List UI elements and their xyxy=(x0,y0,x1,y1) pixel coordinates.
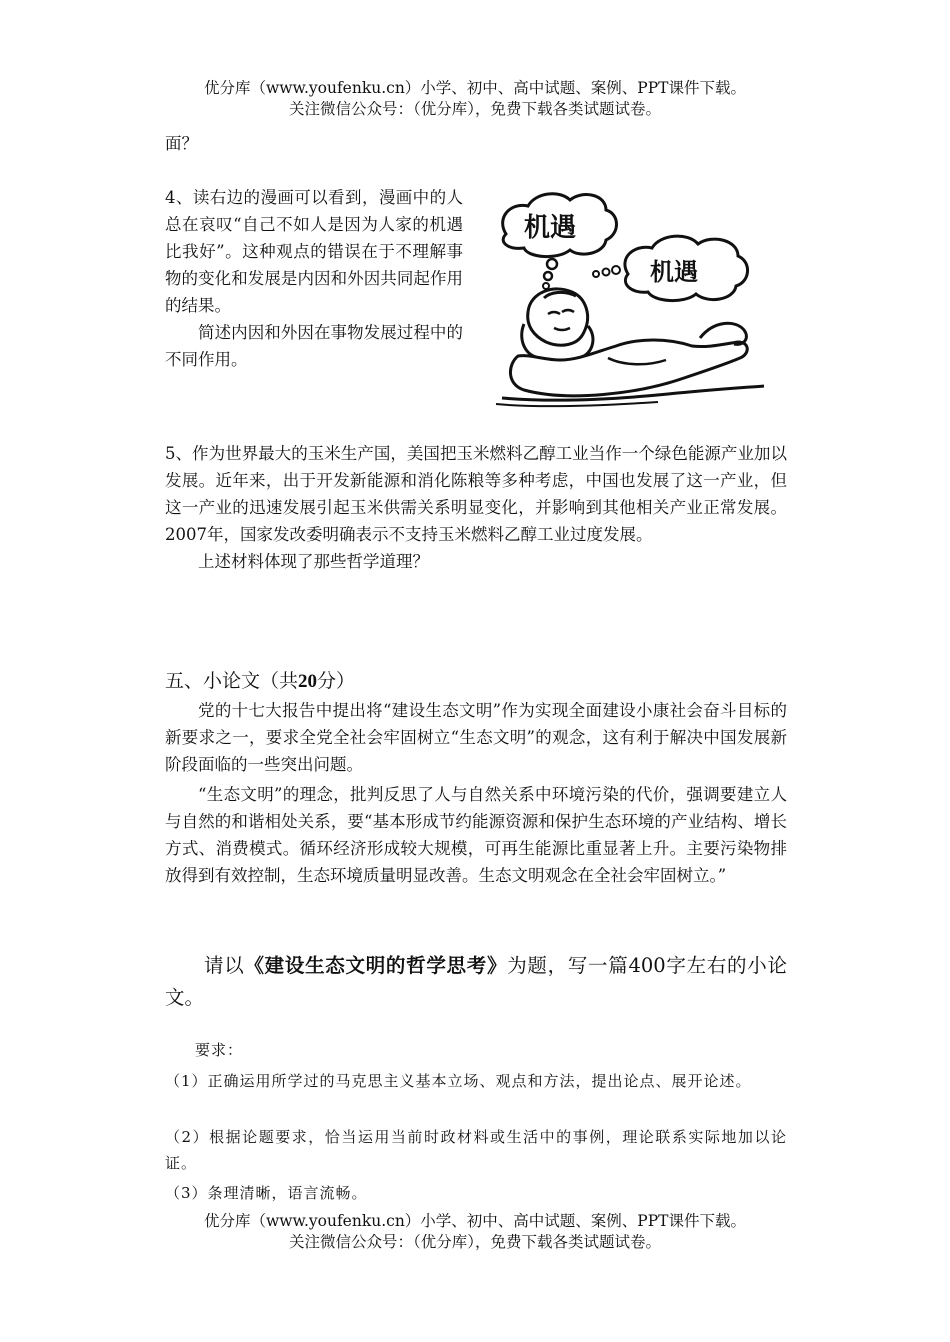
essay-material-2: “生态文明”的理念，批判反思了人与自然关系中环境污染的代价，强调要建立人与自然的和谐相处关系，要“基本形成节约能源资源和保护生态环境的产业结构、增长方式、消费模式。循环经济形成较大规模，可再生能源比重显著上升。主要污染物排放得到有效控制，生态环境质量明显改善。生态文明观念在全社会牢固树立。” xyxy=(165,785,787,885)
essay-title: 《建设生态文明的哲学思考》 xyxy=(244,954,508,977)
essay-prompt-suffix: 为题，写一篇400字左右的小论文。 xyxy=(165,954,787,1009)
question-4 xyxy=(165,184,463,373)
footer-line-2: 关注微信公众号：（优分库），免费下载各类试题试卷。 xyxy=(288,1233,661,1251)
header-line-1: 优分库（www.youfenku.cn）小学、初中、高中试题、案例、PPT课件下载。 xyxy=(203,79,747,97)
requirement-2: （2）根据论题要求，恰当运用当前时政材料或生活中的事例，理论联系实际地加以论证。 xyxy=(165,1128,787,1172)
footer-line-1: 优分库（www.youfenku.cn）小学、初中、高中试题、案例、PPT课件下载。 xyxy=(203,1212,747,1230)
section-title-prefix: 五、小论文（共 xyxy=(165,670,299,692)
section-title-points: 20 xyxy=(298,671,318,692)
question-5-text: 5、作为世界最大的玉米生产国，美国把玉米燃料乙醇工业当作一个绿色能源产业加以发展。近年来，出于开发新能源和消化陈粮等多种考虑，中国也发展了这一产业，但这一产业的迅速发展引起玉米供需关系明显变化，并影响到其他相关产业正常发展。2007年，国家发改委明确表示不支持玉米燃料乙醇工业过度发展。 xyxy=(165,444,787,544)
cartoon-image xyxy=(488,188,770,410)
essay-prompt-prefix: 请以 xyxy=(204,954,245,977)
bubble-left-text: 机遇 xyxy=(524,213,577,243)
top-fragment: 面？ xyxy=(165,134,198,153)
bubble-right-text: 机遇 xyxy=(650,258,698,286)
essay-prompt xyxy=(165,950,787,1014)
requirement-3: （3）条理清晰，语言流畅。 xyxy=(165,1184,368,1202)
question-5-prompt: 上述材料体现了那些哲学道理？ xyxy=(198,552,429,571)
section-5-title xyxy=(165,668,355,695)
requirement-1: （1）正确运用所学过的马克思主义基本立场、观点和方法，提出论点、展开论述。 xyxy=(165,1072,752,1090)
header-line-2: 关注微信公众号：（优分库），免费下载各类试题试卷。 xyxy=(288,100,661,118)
question-4-prompt: 简述内因和外因在事物发展过程中的不同作用。 xyxy=(165,323,463,369)
question-5 xyxy=(165,440,787,575)
question-4-text: 4、读右边的漫画可以看到，漫画中的人总在哀叹“自己不如人是因为人家的机遇比我好”。这种观点的错误在于不理解事物的变化和发展是内因和外因共同起作用的结果。 xyxy=(165,188,463,315)
requirements-label: 要求： xyxy=(195,1041,244,1059)
section-title-suffix: 分） xyxy=(317,670,356,692)
essay-material-1: 党的十七大报告中提出将“建设生态文明”作为实现全面建设小康社会奋斗目标的新要求之一，要求全党全社会牢固树立“生态文明”的观念，这有利于解决中国发展新阶段面临的一些突出问题。 xyxy=(165,701,787,774)
